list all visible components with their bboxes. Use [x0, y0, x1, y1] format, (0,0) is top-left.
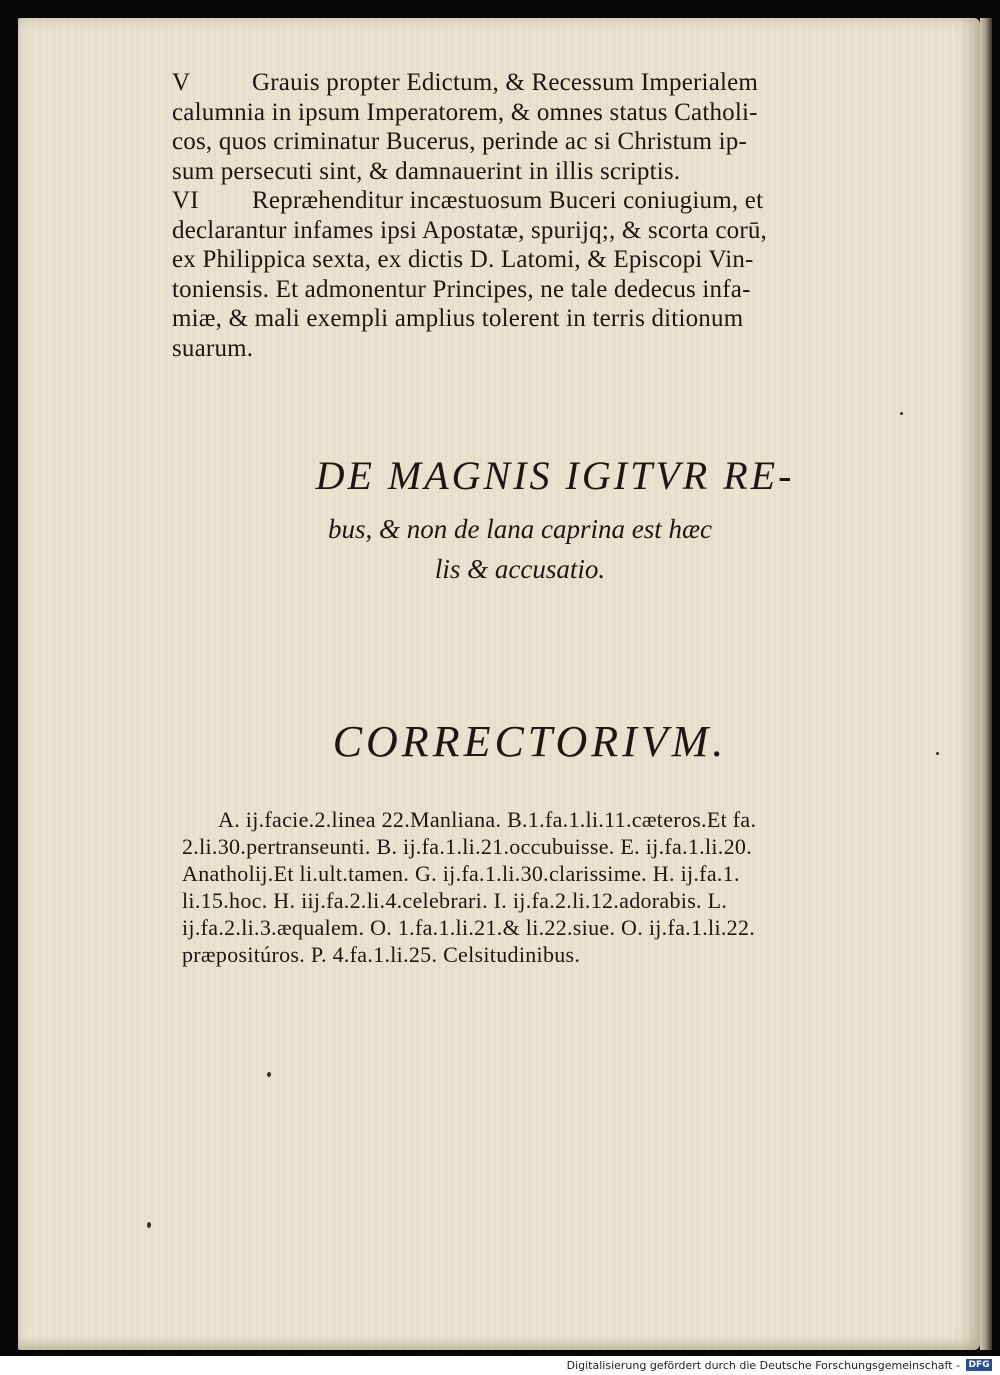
errata-line: præpositúros. P. 4.fa.1.li.25. Celsitudinibus.: [182, 942, 581, 967]
ink-speck: [936, 752, 939, 755]
correctorium-title: CORRECTORIVM.: [332, 717, 728, 766]
dfg-logo-icon: DFG: [966, 1359, 992, 1371]
closing-heading: DE MAGNIS IGITVR RE-: [315, 453, 795, 498]
paragraph-line: sum persecuti sint, & damnauerint in illis scriptis.: [172, 157, 681, 185]
paragraph-vi: [172, 186, 917, 363]
paragraph-line: ex Philippica sexta, ex dictis D. Latomi, & Episcopi Vin-: [172, 246, 754, 273]
paragraph-line: V Grauis propter Edictum, & Recessum Imperialem: [172, 69, 759, 96]
ink-speck: [267, 1072, 271, 1077]
paragraph-line: suarum.: [172, 334, 254, 362]
paragraph-number: VI: [172, 187, 199, 214]
paragraph-line: VI Repræhenditur incæstuosum Buceri coniugium, et: [172, 187, 764, 214]
footer-credit: Digitalisierung gefördert durch die Deutsche Forschungsgemeinschaft -: [566, 1359, 960, 1372]
closing-line-3: lis & accusatio.: [434, 554, 606, 584]
errata-line: 2.li.30.pertranseunti. B. ij.fa.1.li.21.occubuisse. E. ij.fa.1.li.20.: [182, 834, 752, 859]
closing-line-2: bus, & non de lana caprina est hæc: [328, 514, 712, 544]
errata-list: [182, 806, 902, 968]
ink-speck: [900, 412, 903, 415]
page-edge: [980, 18, 992, 1350]
body-text: [172, 68, 917, 363]
paragraph-line: declarantur infames ipsi Apostatæ, spurijq;, & scorta corū,: [172, 216, 768, 244]
paragraph-line: calumnia in ipsum Imperatorem, & omnes status Catholi-: [172, 98, 758, 126]
errata-line: A. ij.facie.2.linea 22.Manliana. B.1.fa.1.li.11.cæteros.Et fa.: [218, 807, 757, 832]
paragraph-line: cos, quos criminatur Bucerus, perinde ac si Christum ip-: [172, 128, 747, 155]
errata-line: li.15.hoc. H. iij.fa.2.li.4.celebrari. I. ij.fa.2.li.12.adorabis. L.: [182, 888, 728, 913]
errata-line: Anatholij.Et li.ult.tamen. G. ij.fa.1.li.30.clarissime. H. ij.fa.1.: [182, 861, 740, 886]
paragraph-line: miæ, & mali exempli amplius tolerent in terris ditionum: [172, 305, 744, 332]
ink-speck: [147, 1222, 151, 1228]
paragraph-number: V: [172, 69, 191, 96]
errata-line: ij.fa.2.li.3.æqualem. O. 1.fa.1.li.21.& li.22.siue. O. ij.fa.1.li.22.: [182, 915, 756, 940]
paragraph-line: toniensis. Et admonentur Principes, ne tale dedecus infa-: [172, 275, 751, 303]
paragraph-v: [172, 68, 917, 186]
